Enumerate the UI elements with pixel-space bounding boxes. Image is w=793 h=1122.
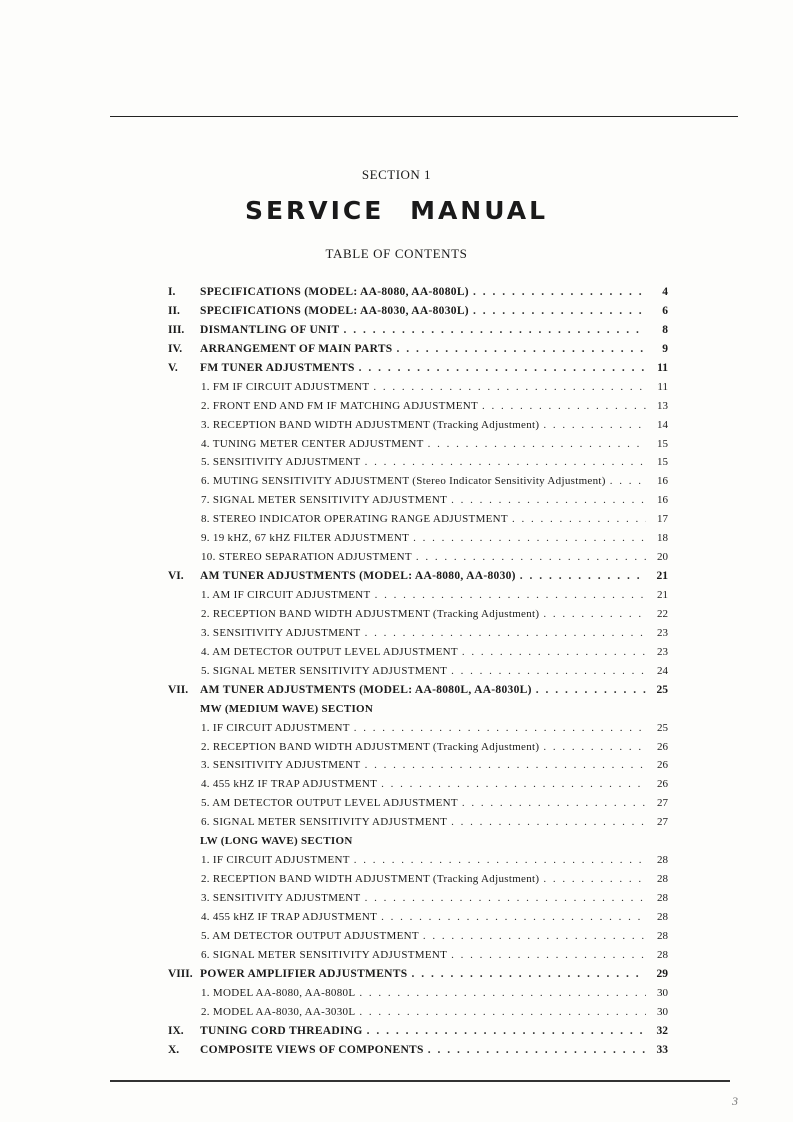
toc-entry-line — [201, 551, 668, 563]
dot-leader — [543, 419, 646, 431]
toc-entry-page: 24 — [657, 664, 668, 677]
toc-entry-line — [200, 968, 668, 980]
toc-entry-label: AM TUNER ADJUSTMENTS (MODEL: AA-8080L, AA-8030L) — [200, 683, 532, 696]
toc-entry-line — [201, 438, 668, 450]
dot-leader — [381, 911, 646, 923]
dot-leader — [373, 381, 646, 393]
toc-entry-label: 4. 455 kHZ IF TRAP ADJUSTMENT — [201, 910, 378, 923]
toc-entry — [168, 873, 668, 892]
toc-entry — [168, 684, 668, 703]
toc-entry-line — [200, 1025, 668, 1037]
toc-entry-label: COMPOSITE VIEWS OF COMPONENTS — [200, 1043, 424, 1056]
toc-entry-page: 26 — [657, 759, 668, 772]
toc-entry — [168, 854, 668, 873]
dot-leader — [365, 456, 646, 468]
toc-entry — [168, 381, 668, 400]
toc-entry-page: 23 — [657, 645, 668, 658]
toc-entry-label: 1. IF CIRCUIT ADJUSTMENT — [201, 854, 350, 867]
dot-leader — [543, 741, 646, 753]
dot-leader — [359, 362, 646, 374]
toc-entry-label: 5. AM DETECTOR OUTPUT ADJUSTMENT — [201, 929, 419, 942]
dot-leader — [610, 475, 646, 487]
dot-leader — [367, 1025, 646, 1037]
toc-entry-page: 20 — [657, 551, 668, 564]
toc-entry-line — [201, 1006, 668, 1018]
toc-entry-page: 6 — [662, 304, 668, 317]
toc-entry — [168, 475, 668, 494]
toc-entry-label: 6. SIGNAL METER SENSITIVITY ADJUSTMENT — [201, 816, 448, 829]
toc-entry-number: II. — [168, 304, 180, 317]
dot-leader — [365, 627, 646, 639]
toc-entry-label: 3. SENSITIVITY ADJUSTMENT — [201, 759, 361, 772]
toc-entry-line — [200, 703, 668, 715]
toc-entry — [168, 589, 668, 608]
toc-entry-line — [201, 949, 668, 961]
dot-leader — [462, 797, 646, 809]
toc-entry — [168, 703, 668, 722]
toc-entry — [168, 968, 668, 987]
dot-leader — [359, 1006, 646, 1018]
toc-entry — [168, 930, 668, 949]
toc-entry-line — [201, 646, 668, 658]
toc-entry-label: 1. FM IF CIRCUIT ADJUSTMENT — [201, 380, 370, 393]
toc-entry-label: 1. MODEL AA-8080, AA-8080L — [201, 986, 356, 999]
toc-entry-label: 5. AM DETECTOR OUTPUT LEVEL ADJUSTMENT — [201, 797, 458, 810]
toc-entry — [168, 627, 668, 646]
dot-leader — [543, 608, 646, 620]
toc-entry-page: 21 — [657, 589, 668, 601]
dot-leader — [416, 551, 646, 563]
toc-entry-label: POWER AMPLIFIER ADJUSTMENTS — [200, 967, 408, 980]
toc-entry-label: 2. FRONT END AND FM IF MATCHING ADJUSTMENT — [201, 399, 479, 412]
toc-entry-label: 1. IF CIRCUIT ADJUSTMENT — [201, 721, 350, 734]
dot-leader — [343, 324, 646, 336]
toc-entry-label: MW (MEDIUM WAVE) SECTION — [200, 702, 374, 715]
dot-leader — [359, 987, 646, 999]
toc-entry-line — [201, 513, 668, 525]
page-number: 3 — [732, 1094, 738, 1108]
toc-entry-label: 10. STEREO SEPARATION ADJUSTMENT — [201, 551, 412, 564]
toc-entry — [168, 722, 668, 741]
toc-entry-page: 13 — [657, 399, 668, 412]
toc-entry — [168, 608, 668, 627]
toc-entry-page: 8 — [662, 323, 668, 336]
toc-entry-page: 30 — [657, 1005, 668, 1018]
toc-entry-label: FM TUNER ADJUSTMENTS — [200, 361, 355, 374]
toc-entry — [168, 551, 668, 570]
toc-entry-line — [200, 305, 668, 317]
toc-entry-page: 28 — [657, 854, 668, 867]
toc-entry-label: 3. SENSITIVITY ADJUSTMENT — [201, 626, 361, 639]
dot-leader — [413, 532, 646, 544]
dot-leader — [375, 589, 646, 601]
toc-entry — [168, 778, 668, 797]
toc-entry — [168, 741, 668, 760]
toc-entry-label: 6. SIGNAL METER SENSITIVITY ADJUSTMENT — [201, 948, 448, 961]
toc-entry — [168, 286, 668, 305]
toc-entry-number: IX. — [168, 1024, 184, 1037]
dot-leader — [396, 343, 646, 355]
toc-entry-page: 29 — [656, 967, 668, 980]
toc-entry-page: 23 — [657, 626, 668, 639]
toc-entry-line — [201, 456, 668, 468]
section-label: SECTION 1 — [361, 167, 432, 182]
toc-entry-page: 28 — [657, 948, 668, 961]
toc-entry — [168, 1025, 668, 1044]
toc-entry-line — [201, 873, 668, 885]
dot-leader — [423, 930, 646, 942]
toc-entry-line — [201, 419, 668, 431]
page-title: SERVICE MANUAL — [244, 196, 549, 225]
dot-leader — [451, 494, 646, 506]
toc-entry-line — [200, 1044, 668, 1056]
dot-leader — [482, 400, 646, 412]
toc-entry-line — [201, 911, 668, 923]
toc-entry-line — [200, 286, 668, 298]
toc-entry-label: 4. AM DETECTOR OUTPUT LEVEL ADJUSTMENT — [201, 645, 458, 658]
dot-leader — [411, 968, 646, 980]
toc-entry — [168, 305, 668, 324]
toc-entry-line — [201, 627, 668, 639]
toc-entry-page: 25 — [657, 721, 668, 734]
toc-entry — [168, 987, 668, 1006]
toc-entry-line — [201, 494, 668, 506]
toc-entry — [168, 759, 668, 778]
toc-entry-page: 30 — [657, 986, 668, 999]
toc-entry-page: 21 — [656, 570, 668, 583]
toc-entry-page: 22 — [657, 607, 668, 620]
toc-entry-line — [201, 778, 668, 790]
toc-entry-number: VII. — [168, 683, 189, 696]
dot-leader — [543, 873, 646, 885]
toc-entry-page: 16 — [657, 494, 668, 507]
toc-entry-label: 7. SIGNAL METER SENSITIVITY ADJUSTMENT — [201, 494, 448, 507]
bottom-rule — [110, 1080, 730, 1082]
toc-entry-page: 28 — [657, 873, 668, 886]
toc-entry-page: 26 — [657, 778, 668, 791]
toc-entry-page: 25 — [656, 683, 668, 696]
dot-leader — [462, 646, 646, 658]
toc-entry — [168, 816, 668, 835]
toc-entry-page: 28 — [657, 892, 668, 904]
toc-entry-line — [201, 400, 668, 412]
dot-leader — [428, 438, 646, 450]
dot-leader — [428, 1044, 646, 1056]
toc-entry-line — [200, 362, 668, 374]
toc-entry — [168, 646, 668, 665]
toc-entry-line — [201, 797, 668, 809]
toc-entry-label: SPECIFICATIONS (MODEL: AA-8030, AA-8030L) — [200, 304, 469, 317]
toc-entry — [168, 532, 668, 551]
toc-entry-line — [201, 589, 668, 601]
toc-entry-line — [200, 324, 668, 336]
toc-entry-line — [200, 570, 668, 582]
toc-entry — [168, 456, 668, 475]
toc-entry-page: 28 — [657, 910, 668, 923]
toc-entry-label: 4. TUNING METER CENTER ADJUSTMENT — [201, 437, 424, 450]
toc-entry-page: 14 — [657, 418, 668, 431]
top-rule — [110, 116, 738, 117]
toc-entry-page: 15 — [657, 456, 668, 469]
toc-entry-page: 33 — [656, 1043, 668, 1056]
dot-leader — [520, 570, 646, 582]
toc-entry-line — [200, 684, 668, 696]
toc-entry-label: 2. RECEPTION BAND WIDTH ADJUSTMENT (Tracking Adjustment) — [201, 873, 540, 886]
dot-leader — [354, 854, 646, 866]
toc-entry — [168, 949, 668, 968]
dot-leader — [451, 665, 646, 677]
toc-entry — [168, 1006, 668, 1025]
toc-heading: TABLE OF CONTENTS — [325, 246, 468, 261]
toc-entry-label: SPECIFICATIONS (MODEL: AA-8080, AA-8080L) — [200, 286, 469, 298]
dot-leader — [365, 892, 646, 904]
toc-entry-label: 4. 455 kHZ IF TRAP ADJUSTMENT — [201, 778, 378, 791]
toc-entry — [168, 892, 668, 911]
toc-entry-page: 27 — [657, 816, 668, 829]
toc-entry-line — [201, 741, 668, 753]
toc-entry — [168, 494, 668, 513]
toc-entry-line — [201, 854, 668, 866]
toc-entry-line — [201, 892, 668, 904]
toc-entry-line — [201, 816, 668, 828]
toc-entry-label: 1. AM IF CIRCUIT ADJUSTMENT — [201, 589, 371, 601]
toc-entry — [168, 570, 668, 589]
toc-entry-page: 17 — [657, 513, 668, 526]
toc-entry-label: TUNING CORD THREADING — [200, 1024, 363, 1037]
toc-entry-label: DISMANTLING OF UNIT — [200, 323, 340, 336]
toc-entry — [168, 419, 668, 438]
toc-entry-line — [201, 930, 668, 942]
toc-entry-page: 9 — [662, 342, 668, 355]
toc-entry-page: 26 — [657, 740, 668, 753]
toc-entry-line — [201, 722, 668, 734]
toc-entry-line — [201, 532, 668, 544]
dot-leader — [473, 286, 646, 298]
toc-entry — [168, 1044, 668, 1063]
toc-entry-page: 11 — [657, 361, 668, 374]
toc-entry-number: IV. — [168, 342, 183, 355]
toc-entry-number: VIII. — [168, 967, 193, 980]
toc-entry-line — [201, 759, 668, 771]
toc-entry-page: 18 — [657, 532, 668, 545]
dot-leader — [381, 778, 646, 790]
toc-entry — [168, 324, 668, 343]
toc-entry-line — [200, 835, 668, 847]
dot-leader — [354, 722, 646, 734]
toc-entry — [168, 835, 668, 854]
toc-entry-label: LW (LONG WAVE) SECTION — [200, 835, 353, 848]
toc-entry-page: 32 — [656, 1024, 668, 1037]
toc-entry-page: 11 — [657, 380, 668, 393]
toc-entry-line — [201, 381, 668, 393]
table-of-contents — [168, 286, 668, 1062]
dot-leader — [451, 816, 646, 828]
toc-entry-number: III. — [168, 323, 185, 336]
dot-leader — [451, 949, 646, 961]
dot-leader — [365, 759, 646, 771]
toc-entry-page: 28 — [657, 929, 668, 942]
toc-entry-page: 4 — [662, 286, 668, 298]
toc-entry-label: 3. SENSITIVITY ADJUSTMENT — [201, 892, 361, 904]
dot-leader — [536, 684, 646, 696]
toc-entry-page: 15 — [657, 437, 668, 450]
toc-entry-page: 16 — [657, 475, 668, 488]
toc-entry-number: VI. — [168, 570, 184, 583]
toc-entry-line — [201, 987, 668, 999]
toc-entry — [168, 513, 668, 532]
toc-entry — [168, 343, 668, 362]
toc-entry-label: 5. SENSITIVITY ADJUSTMENT — [201, 456, 361, 469]
toc-entry — [168, 400, 668, 419]
toc-entry-number: I. — [168, 286, 176, 298]
toc-entry — [168, 362, 668, 381]
toc-entry-label: 3. RECEPTION BAND WIDTH ADJUSTMENT (Tracking Adjustment) — [201, 418, 540, 431]
toc-entry-line — [200, 343, 668, 355]
toc-entry-label: 2. MODEL AA-8030, AA-3030L — [201, 1005, 356, 1018]
toc-entry-label: 6. MUTING SENSITIVITY ADJUSTMENT (Stereo Indicator Sensitivity Adjustment) — [201, 475, 606, 488]
dot-leader — [512, 513, 646, 525]
toc-entry-line — [201, 608, 668, 620]
toc-entry-label: AM TUNER ADJUSTMENTS (MODEL: AA-8080, AA-8030) — [200, 570, 516, 583]
toc-entry-page: 27 — [657, 797, 668, 810]
toc-entry — [168, 665, 668, 684]
toc-entry-label: 2. RECEPTION BAND WIDTH ADJUSTMENT (Tracking Adjustment) — [201, 607, 540, 620]
toc-entry-number: X. — [168, 1043, 180, 1056]
toc-entry-label: 8. STEREO INDICATOR OPERATING RANGE ADJUSTMENT — [201, 513, 508, 526]
toc-entry-label: 5. SIGNAL METER SENSITIVITY ADJUSTMENT — [201, 664, 448, 677]
toc-entry-line — [201, 475, 668, 487]
dot-leader — [473, 305, 646, 317]
toc-entry-line — [201, 665, 668, 677]
toc-entry — [168, 911, 668, 930]
toc-entry — [168, 438, 668, 457]
toc-entry-label: 2. RECEPTION BAND WIDTH ADJUSTMENT (Tracking Adjustment) — [201, 740, 540, 753]
toc-entry — [168, 797, 668, 816]
toc-entry-label: ARRANGEMENT OF MAIN PARTS — [200, 342, 393, 355]
toc-entry-number: V. — [168, 361, 178, 374]
toc-entry-label: 9. 19 kHZ, 67 kHZ FILTER ADJUSTMENT — [201, 532, 410, 545]
